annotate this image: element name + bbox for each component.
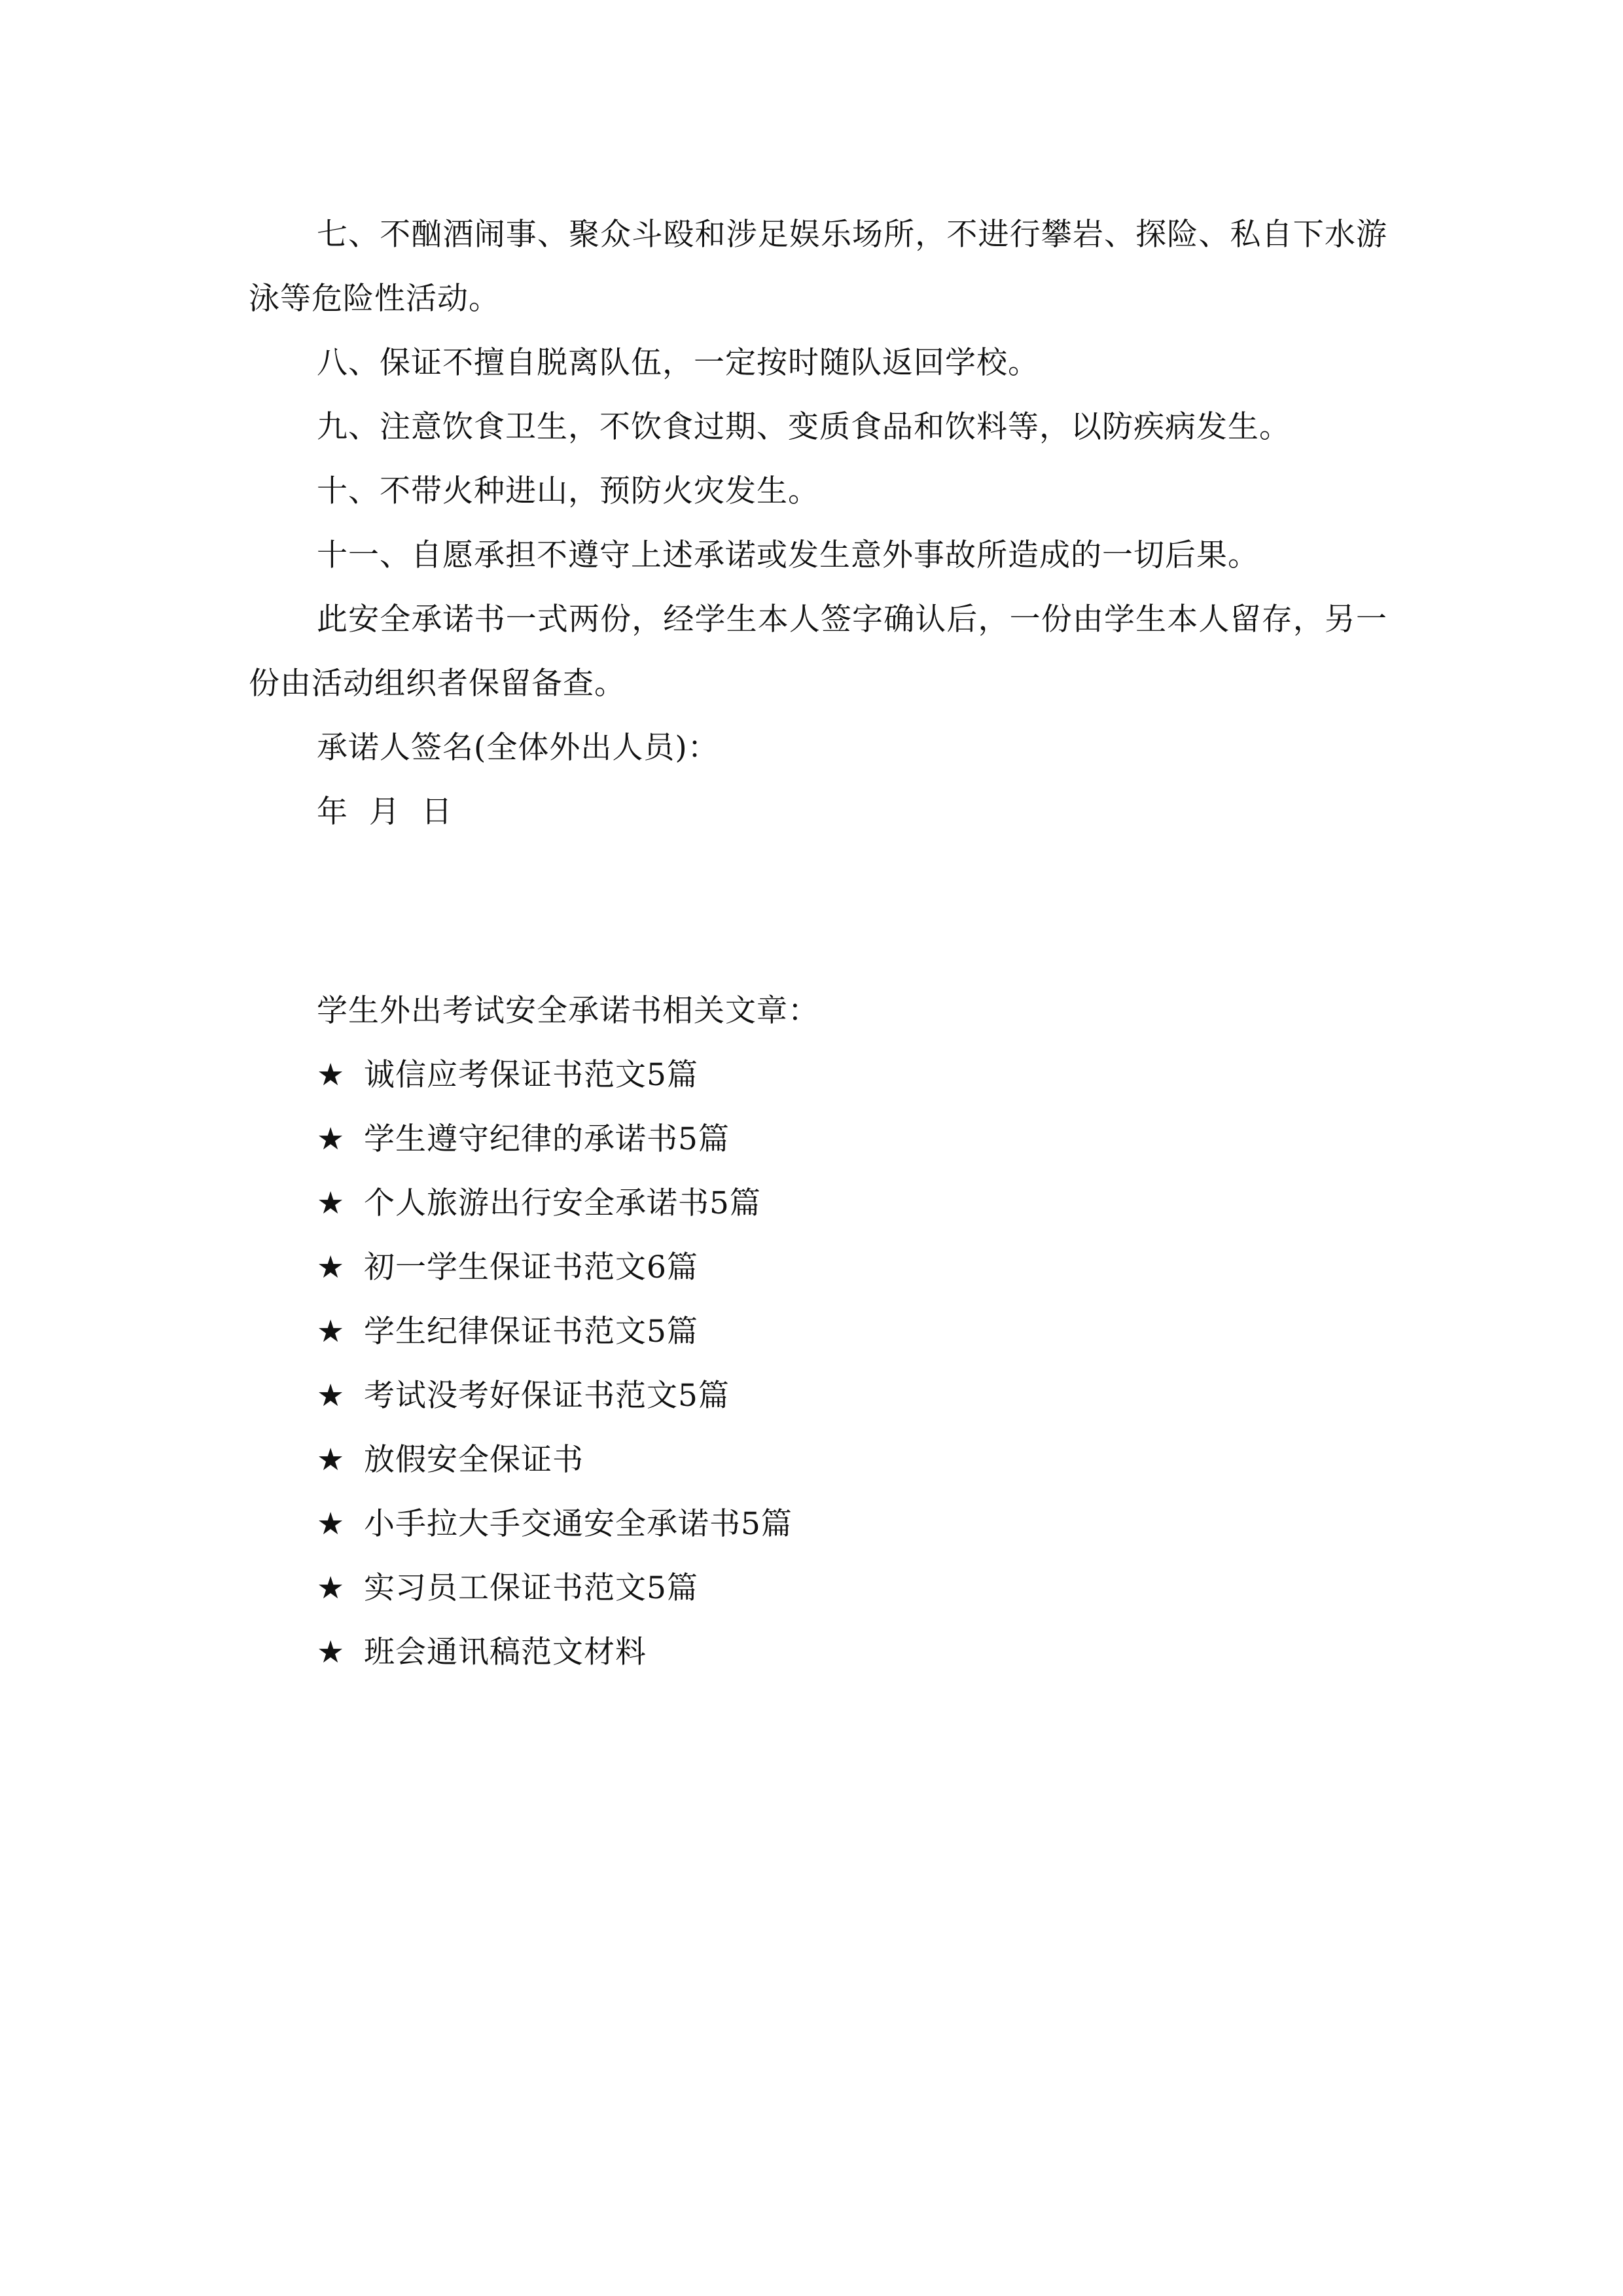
list-item[interactable] [249, 1236, 1387, 1300]
related-article-link[interactable]: 诚信应考保证书范文5篇 [364, 1057, 698, 1093]
related-articles-title: 学生外出考试安全承诺书相关文章： [317, 993, 819, 1029]
related-article-link[interactable]: 学生纪律保证书范文5篇 [364, 1314, 698, 1350]
clause-ten: 十、不带火种进山，预防火灾发生。 [317, 473, 819, 509]
date-line: 年 月 日 [317, 794, 453, 830]
list-item[interactable] [249, 1300, 1387, 1364]
related-article-link[interactable]: 放假安全保证书 [364, 1442, 584, 1478]
list-item[interactable] [249, 1492, 1387, 1556]
related-article-link[interactable]: 班会通讯稿范文材料 [364, 1634, 647, 1670]
clause-eleven: 十一、自愿承担不遵守上述承诺或发生意外事故所造成的一切后果。 [317, 537, 1259, 573]
related-article-link[interactable]: 个人旅游出行安全承诺书5篇 [364, 1185, 761, 1221]
star-icon: ★ [317, 1634, 346, 1670]
star-icon: ★ [317, 1185, 346, 1221]
signature-line: 承诺人签名(全体外出人员)： [317, 730, 719, 766]
related-article-link[interactable]: 考试没考好保证书范文5篇 [364, 1378, 730, 1414]
list-item[interactable] [249, 1621, 1387, 1685]
list-item[interactable] [249, 1428, 1387, 1492]
star-icon: ★ [317, 1121, 346, 1157]
star-icon: ★ [317, 1378, 346, 1414]
section-spacer [249, 844, 1387, 979]
list-item[interactable] [249, 1364, 1387, 1428]
document-body [249, 203, 1387, 1685]
star-icon: ★ [317, 1442, 346, 1478]
star-icon: ★ [317, 1057, 346, 1093]
clause-eight: 八、保证不擅自脱离队伍，一定按时随队返回学校。 [317, 345, 1039, 381]
related-article-link[interactable]: 学生遵守纪律的承诺书5篇 [364, 1121, 730, 1157]
clause-seven: 七、不酗酒闹事、聚众斗殴和涉足娱乐场所，不进行攀岩、探险、私自下水游泳等危险性活动。 [249, 217, 1387, 317]
related-articles-list [249, 1043, 1387, 1685]
star-icon: ★ [317, 1506, 346, 1542]
related-article-link[interactable]: 实习员工保证书范文5篇 [364, 1570, 698, 1606]
star-icon: ★ [317, 1570, 346, 1606]
list-item[interactable] [249, 1043, 1387, 1107]
list-item[interactable] [249, 1556, 1387, 1621]
list-item[interactable] [249, 1107, 1387, 1172]
copies-note: 此安全承诺书一式两份，经学生本人签字确认后，一份由学生本人留存，另一份由活动组织者保留备查。 [249, 601, 1387, 702]
clause-nine: 九、注意饮食卫生，不饮食过期、变质食品和饮料等，以防疾病发生。 [317, 409, 1291, 445]
star-icon: ★ [317, 1249, 346, 1285]
related-article-link[interactable]: 小手拉大手交通安全承诺书5篇 [364, 1506, 793, 1542]
list-item[interactable] [249, 1172, 1387, 1236]
related-article-link[interactable]: 初一学生保证书范文6篇 [364, 1249, 698, 1285]
star-icon: ★ [317, 1314, 346, 1350]
